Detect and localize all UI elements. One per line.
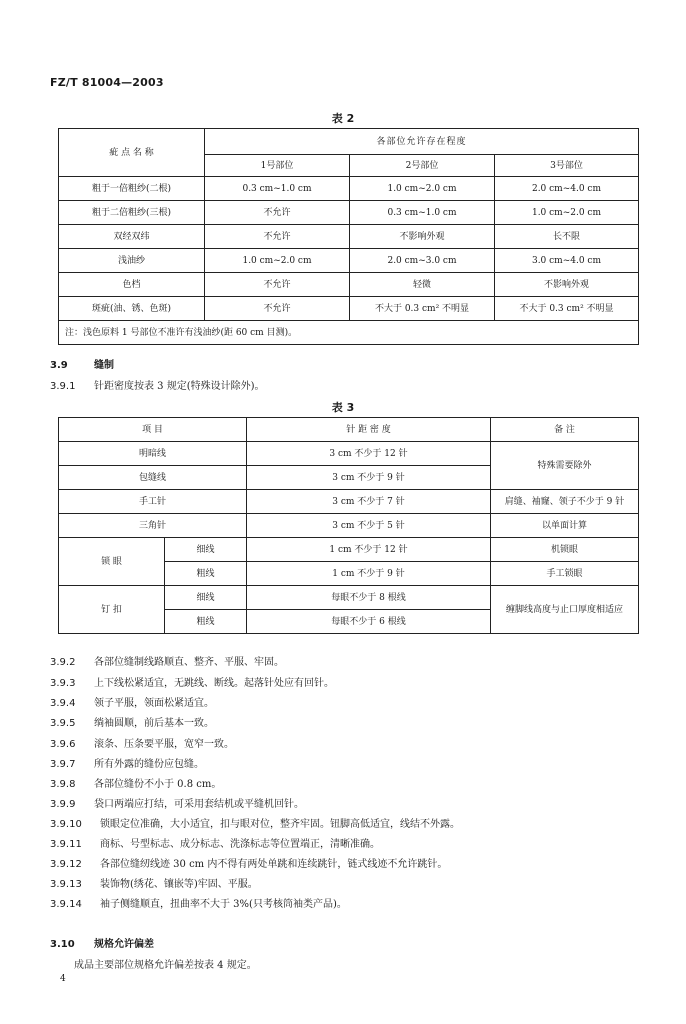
remark-value: 机锁眼 (491, 538, 639, 562)
clause (50, 775, 221, 790)
remark-value: 手工锁眼 (491, 562, 639, 586)
sub-item-name: 细线 (165, 538, 247, 562)
clause-text: 袖子侧缝顺直，扭曲率不大于 3%(只考核筒袖类产品)。 (100, 899, 347, 910)
section-3-9-heading (50, 356, 114, 371)
clause (50, 915, 100, 926)
defect-name: 双经双纬 (59, 225, 205, 249)
clause-number: 3.9.6 (50, 739, 76, 750)
defect-name: 色档 (59, 273, 205, 297)
sub-item-name: 粗线 (165, 610, 247, 634)
section-title: 规格允许偏差 (94, 939, 154, 950)
clause-text: 绱袖圆顺，前后基本一致。 (94, 718, 214, 729)
defect-name: 粗于一倍粗纱(二根) (59, 177, 205, 201)
item-name: 三角针 (59, 514, 247, 538)
part2-value: 0.3 cm~1.0 cm (350, 201, 495, 225)
clause-number: 3.9.7 (50, 759, 76, 770)
part2-value: 不影响外观 (350, 225, 495, 249)
table3-row (59, 442, 639, 466)
item-name: 手工针 (59, 490, 247, 514)
part1-value: 不允许 (205, 297, 350, 321)
clause (50, 694, 214, 709)
clause (50, 714, 214, 729)
table2-row (59, 273, 639, 297)
clause (50, 735, 234, 750)
clause (50, 835, 380, 850)
remark-value: 特殊需要除外 (491, 442, 639, 490)
part1-value: 1.0 cm~2.0 cm (205, 249, 350, 273)
table2-row (59, 297, 639, 321)
table2-row (59, 201, 639, 225)
item-name: 明暗线 (59, 442, 247, 466)
clause (50, 855, 447, 870)
table2-row (59, 249, 639, 273)
table3-row (59, 490, 639, 514)
table3-header-density: 针 距 密 度 (247, 418, 491, 442)
item-name: 包缝线 (59, 466, 247, 490)
clause-number: 3.9.11 (50, 839, 82, 850)
section-number: 3.9 (50, 360, 68, 371)
clause-number: 3.9.3 (50, 678, 76, 689)
clause-text: 所有外露的缝份应包缝。 (94, 759, 204, 770)
table3-caption: 表 3 (331, 401, 355, 414)
table2-row (59, 177, 639, 201)
clause-number: 3.9.13 (50, 879, 82, 890)
table3-header-remark: 备 注 (491, 418, 639, 442)
clause-text: 各部位缝纫线迹 30 cm 内不得有两处单跳和连续跳针，链式线迹不允许跳针。 (100, 859, 448, 870)
clause-number: 3.9.9 (50, 799, 76, 810)
sub-item-name: 细线 (165, 586, 247, 610)
clause-number: 3.9.5 (50, 718, 76, 729)
item-name: 锁 眼 (59, 538, 165, 586)
part3-value: 不大于 0.3 cm² 不明显 (495, 297, 639, 321)
part3-value: 不影响外观 (495, 273, 639, 297)
table3-row (59, 538, 639, 562)
part3-value: 2.0 cm~4.0 cm (495, 177, 639, 201)
clause (50, 875, 258, 890)
density-value: 每眼不少于 6 根线 (247, 610, 491, 634)
part3-value: 3.0 cm~4.0 cm (495, 249, 639, 273)
remark-value: 以单面计算 (491, 514, 639, 538)
clause-text: 上下线松紧适宜，无跳线、断线。起落针处应有回针。 (94, 678, 334, 689)
table2-caption: 表 2 (331, 112, 355, 125)
remark-value: 缠脚线高度与止口厚度相适应 (491, 586, 639, 634)
clause (50, 815, 460, 830)
clause-number: 3.9.1 (50, 381, 76, 392)
clause-text: 各部位缝制线路顺直、整齐、平服、牢固。 (94, 657, 284, 668)
density-value: 3 cm 不少于 5 针 (247, 514, 491, 538)
clause-text: 装饰物(绣花、镶嵌等)牢固、平服。 (100, 879, 258, 890)
table2-note: 注：浅色原料 1 号部位不准许有浅油纱(距 60 cm 目测)。 (59, 321, 639, 345)
clause (50, 895, 347, 910)
part2-value: 不大于 0.3 cm² 不明显 (350, 297, 495, 321)
part3-value: 1.0 cm~2.0 cm (495, 201, 639, 225)
clause (50, 674, 334, 689)
table-3 (58, 417, 639, 634)
section-number: 3.10 (50, 939, 75, 950)
clause-number: 3.9.14 (50, 899, 82, 910)
sub-item-name: 粗线 (165, 562, 247, 586)
clause-text: 各部位缝份不小于 0.8 cm。 (94, 779, 222, 790)
part1-value: 不允许 (205, 225, 350, 249)
density-value: 每眼不少于 8 根线 (247, 586, 491, 610)
defect-name: 粗于二倍粗纱(三根) (59, 201, 205, 225)
defect-name: 浅油纱 (59, 249, 205, 273)
section-title: 缝制 (94, 360, 114, 371)
clause-text: 锁眼定位准确，大小适宜，扣与眼对位，整齐牢固。钮脚高低适宜，线结不外露。 (100, 819, 460, 830)
item-name: 钉 扣 (59, 586, 165, 634)
table2-header-part1: 1号部位 (205, 155, 350, 177)
clause-number: 3.9.2 (50, 657, 76, 668)
density-value: 3 cm 不少于 7 针 (247, 490, 491, 514)
clause (50, 755, 204, 770)
part1-value: 0.3 cm~1.0 cm (205, 177, 350, 201)
clause-text: 针距密度按表 3 规定(特殊设计除外)。 (94, 381, 265, 392)
clause (50, 795, 304, 810)
section-3-10-heading (50, 935, 154, 950)
part1-value: 不允许 (205, 273, 350, 297)
defect-name: 斑疵(油、锈、色斑) (59, 297, 205, 321)
density-value: 1 cm 不少于 9 针 (247, 562, 491, 586)
density-value: 3 cm 不少于 9 针 (247, 466, 491, 490)
table3-header-item: 项 目 (59, 418, 247, 442)
table3-row (59, 586, 639, 610)
clause-number: 3.9.8 (50, 779, 76, 790)
part1-value: 不允许 (205, 201, 350, 225)
clause-text: 滚条、压条要平服，宽窄一致。 (94, 739, 234, 750)
standard-number: FZ/T 81004—2003 (50, 76, 164, 89)
table2-header-part3: 3号部位 (495, 155, 639, 177)
part3-value: 长不限 (495, 225, 639, 249)
table3-row (59, 514, 639, 538)
part2-value: 1.0 cm~2.0 cm (350, 177, 495, 201)
table2-header-part2: 2号部位 (350, 155, 495, 177)
page-number: 4 (60, 974, 66, 984)
remark-value: 肩缝、袖窿、领子不少于 9 针 (491, 490, 639, 514)
part2-value: 轻微 (350, 273, 495, 297)
density-value: 1 cm 不少于 12 针 (247, 538, 491, 562)
clause-text: 商标、号型标志、成分标志、洗涤标志等位置端正，清晰准确。 (100, 839, 380, 850)
clause-text: 领子平服，领面松紧适宜。 (94, 698, 214, 709)
table2-row (59, 225, 639, 249)
clause-number: 3.9.12 (50, 859, 82, 870)
density-value: 3 cm 不少于 12 针 (247, 442, 491, 466)
clause-3-9-1 (50, 377, 265, 392)
table-2 (58, 128, 639, 345)
clause-number: 3.9.4 (50, 698, 76, 709)
clause-number: 3.9.10 (50, 819, 82, 830)
table2-header-defect: 疵 点 名 称 (59, 129, 205, 177)
clause-text: 袋口两端应打结，可采用套结机或平缝机回针。 (94, 799, 304, 810)
part2-value: 2.0 cm~3.0 cm (350, 249, 495, 273)
table2-header-allowed: 各部位允许存在程度 (205, 129, 639, 155)
clause (50, 653, 284, 668)
section-3-10-body: 成品主要部位规格允许偏差按表 4 规定。 (74, 960, 257, 971)
